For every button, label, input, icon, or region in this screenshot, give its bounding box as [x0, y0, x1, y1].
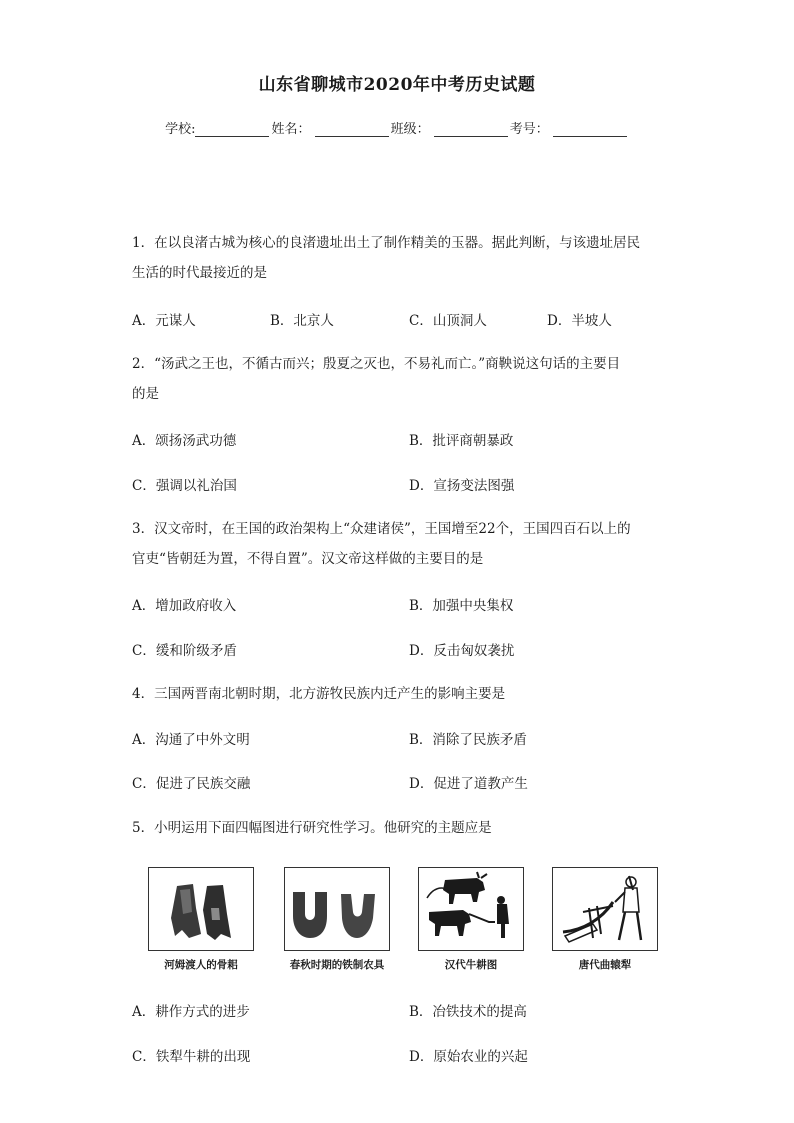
question-2-line1: 2．“汤武之王也，不循古而兴；殷夏之灭也，不易礼而亡。”商鞅说这句话的主要目 [132, 356, 621, 372]
iron-tools-image [285, 868, 389, 950]
number-label: 考号： [509, 122, 549, 137]
question-3-stem [132, 514, 667, 574]
figure-bone-spade [148, 867, 254, 972]
figure-3-caption: 汉代牛耕图 [444, 959, 498, 971]
question-4-option-c: C．促进了民族交融 [132, 776, 251, 792]
figure-4-caption: 唐代曲辕犁 [578, 959, 632, 971]
question-5-stem [132, 813, 667, 843]
question-1-option-c: C．山顶洞人 [409, 313, 487, 329]
question-2-option-b: B．批评商朝暴政 [409, 433, 514, 449]
class-label: 班级： [390, 122, 430, 137]
class-blank [434, 124, 508, 137]
question-1-option-d: D．半坡人 [547, 313, 612, 329]
number-blank [553, 124, 627, 137]
question-1-line1: 1．在以良渚古城为核心的良渚遗址出土了制作精美的玉器。据此判断，与该遗址居民 [132, 235, 641, 251]
question-5-option-d: D．原始农业的兴起 [409, 1049, 528, 1065]
figure-1-caption: 河姆渡人的骨耜 [164, 959, 238, 971]
ox-plowing-image [419, 868, 523, 950]
question-3-option-d: D．反击匈奴袭扰 [409, 643, 515, 659]
question-4-line1: 4．三国两晋南北朝时期，北方游牧民族内迁产生的影响主要是 [132, 686, 506, 702]
question-3-line1: 3．汉文帝时，在王国的政治架构上“众建诸侯”，王国增至22个，王国四百石以上的 [132, 521, 631, 537]
question-2-option-c: C．强调以礼治国 [132, 478, 237, 494]
question-3-option-c: C．缓和阶级矛盾 [132, 643, 237, 659]
figure-tang-curved-plow [552, 867, 658, 972]
question-2-stem [132, 349, 667, 409]
school-blank [195, 124, 269, 137]
figure-han-ox-plowing [418, 867, 524, 972]
question-5-line1: 5．小明运用下面四幅图进行研究性学习。他研究的主题应是 [132, 820, 492, 836]
question-1-option-a: A．元谋人 [132, 313, 196, 329]
question-2-option-d: D．宣扬变法图强 [409, 478, 515, 494]
question-5-option-b: B．冶铁技术的提高 [409, 1004, 527, 1020]
question-2-line2: 的是 [132, 386, 159, 402]
question-1-stem [132, 228, 667, 288]
figure-2-caption: 春秋时期的铁制农具 [289, 959, 385, 971]
figure-iron-tools [284, 867, 390, 972]
student-info-line [0, 118, 794, 137]
question-5-option-a: A．耕作方式的进步 [132, 1004, 250, 1020]
question-2-option-a: A．颂扬汤武功德 [132, 433, 237, 449]
question-3-option-b: B．加强中央集权 [409, 598, 514, 614]
question-1-line2: 生活的时代最接近的是 [132, 265, 267, 281]
question-4-option-b: B．消除了民族矛盾 [409, 732, 527, 748]
question-5-option-c: C．铁犁牛耕的出现 [132, 1049, 251, 1065]
curved-plow-image [553, 868, 657, 950]
name-blank [315, 124, 389, 137]
question-5-figures [148, 867, 663, 971]
question-4-option-a: A．沟通了中外文明 [132, 732, 250, 748]
question-4-option-d: D．促进了道教产生 [409, 776, 528, 792]
bone-spade-image [149, 868, 253, 950]
page-title: 山东省聊城市2020年中考历史试题 [258, 75, 536, 95]
question-1-option-b: B．北京人 [270, 313, 334, 329]
question-4-stem [132, 679, 667, 709]
question-3-line2: 官吏“皆朝廷为置，不得自置”。汉文帝这样做的主要目的是 [132, 551, 484, 567]
name-label: 姓名： [271, 122, 311, 137]
question-3-option-a: A．增加政府收入 [132, 598, 237, 614]
school-label: 学校: [165, 122, 196, 137]
